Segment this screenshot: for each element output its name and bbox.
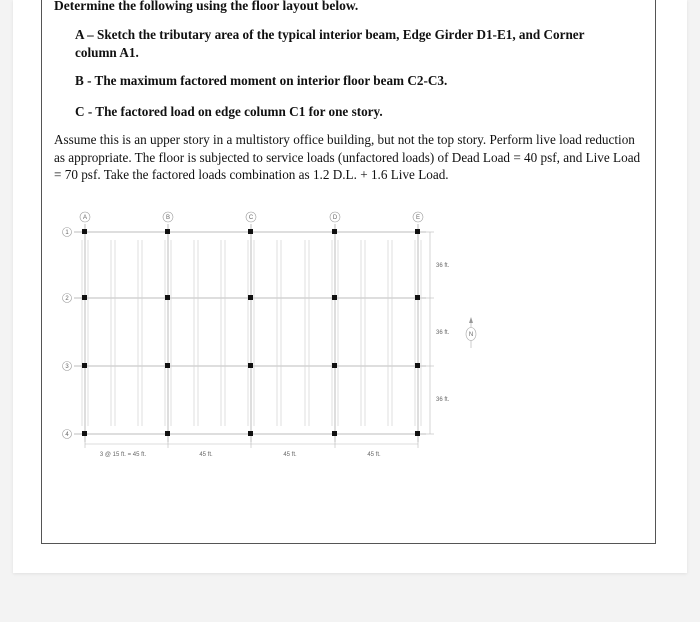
grid-label-b: B <box>165 215 171 221</box>
grid-label-e: E <box>415 215 421 221</box>
grid-label-3: 3 <box>65 364 69 370</box>
grid-label-4: 4 <box>65 432 69 438</box>
assumptions-paragraph: Assume this is an upper story in a multistory office building, but not the top story. Perform live load reduction as appropriate. The floor is subjected to service loads (unfactored loads) of Dead Load = 40 psf, and Live Load = 70 psf. Take the factored loads combination as 1.2 D.L. + 1.6 Live Load. <box>54 132 641 182</box>
row-grid-bubbles <box>63 228 72 439</box>
dim-bay-de: 45 ft. <box>367 452 381 458</box>
dim-bay-ab: 3 @ 15 ft. = 45 ft. <box>99 452 147 458</box>
column-lines <box>85 224 418 442</box>
question-b: B - The maximum factored moment on interior floor beam C2-C3. <box>75 73 448 88</box>
column-grid-bubbles <box>80 212 423 222</box>
dim-36ft-2: 36 ft. <box>436 330 450 336</box>
dim-36ft-3: 36 ft. <box>436 397 450 403</box>
grid-label-a: A <box>82 215 88 221</box>
north-arrow-icon <box>466 317 476 348</box>
vertical-dimension-line <box>426 232 434 434</box>
grid-label-1: 1 <box>65 230 69 236</box>
dim-bay-bc: 45 ft. <box>199 452 213 458</box>
dim-36ft-1: 36 ft. <box>436 263 450 269</box>
north-label: N <box>468 332 474 338</box>
question-a: A – Sketch the tributary area of the typical interior beam, Edge Girder D1-E1, and Corner column A1. <box>75 27 585 60</box>
dim-bay-cd: 45 ft. <box>283 452 297 458</box>
grid-label-2: 2 <box>65 296 69 302</box>
floor-layout-plan <box>60 208 490 468</box>
question-c: C - The factored load on edge column C1 for one story. <box>75 104 383 119</box>
grid-label-d: D <box>332 215 338 221</box>
girders <box>74 232 426 434</box>
problem-title: Determine the following using the floor layout below. <box>54 0 359 13</box>
grid-label-c: C <box>248 215 254 221</box>
